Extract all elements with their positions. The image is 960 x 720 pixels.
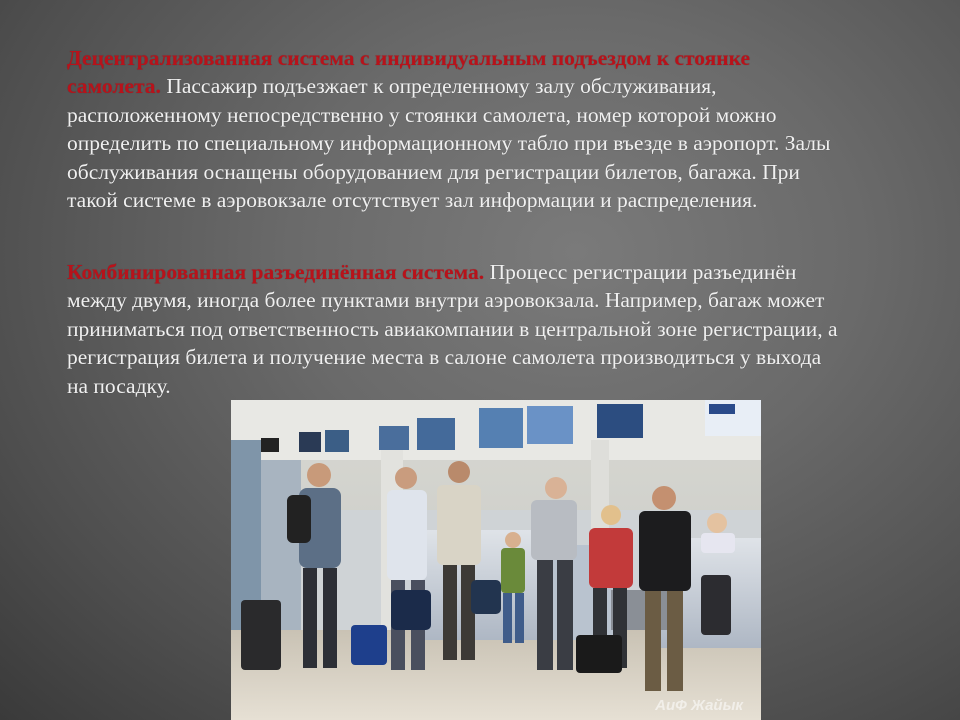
airport-checkin-photo: [231, 400, 761, 720]
paragraph-heading: Децентрализованная система с индивидуальным подъездом к стоянке самолета.: [67, 46, 751, 99]
paragraph-body: Процесс регистрации разъединён между двумя, иногда более пунктами внутри аэровокзала. Например, багаж может приниматься под ответственность авиакомпании в центральной зоне регистрации, а регистрация билета и получение места в салоне самолета производиться у выхода на посадку.: [67, 260, 838, 398]
paragraph-decentralized: [67, 44, 847, 214]
photo-watermark: АиФ Жайык: [655, 697, 743, 714]
checkin-hall-illustration: [231, 400, 761, 720]
paragraph-heading: Комбинированная разъединённая система.: [67, 260, 485, 284]
paragraph-body: Пассажир подъезжает к определенному залу обслуживания, расположенному непосредственно у стоянки самолета, номер которой можно определить по специальному информационному табло при въезде в аэропорт. Залы обслуживания оснащены оборудованием для регистрации билетов, багажа. При такой системе в аэровокзале отсутствует зал информации и распределения.: [67, 74, 831, 213]
paragraph-combined: [67, 258, 847, 400]
